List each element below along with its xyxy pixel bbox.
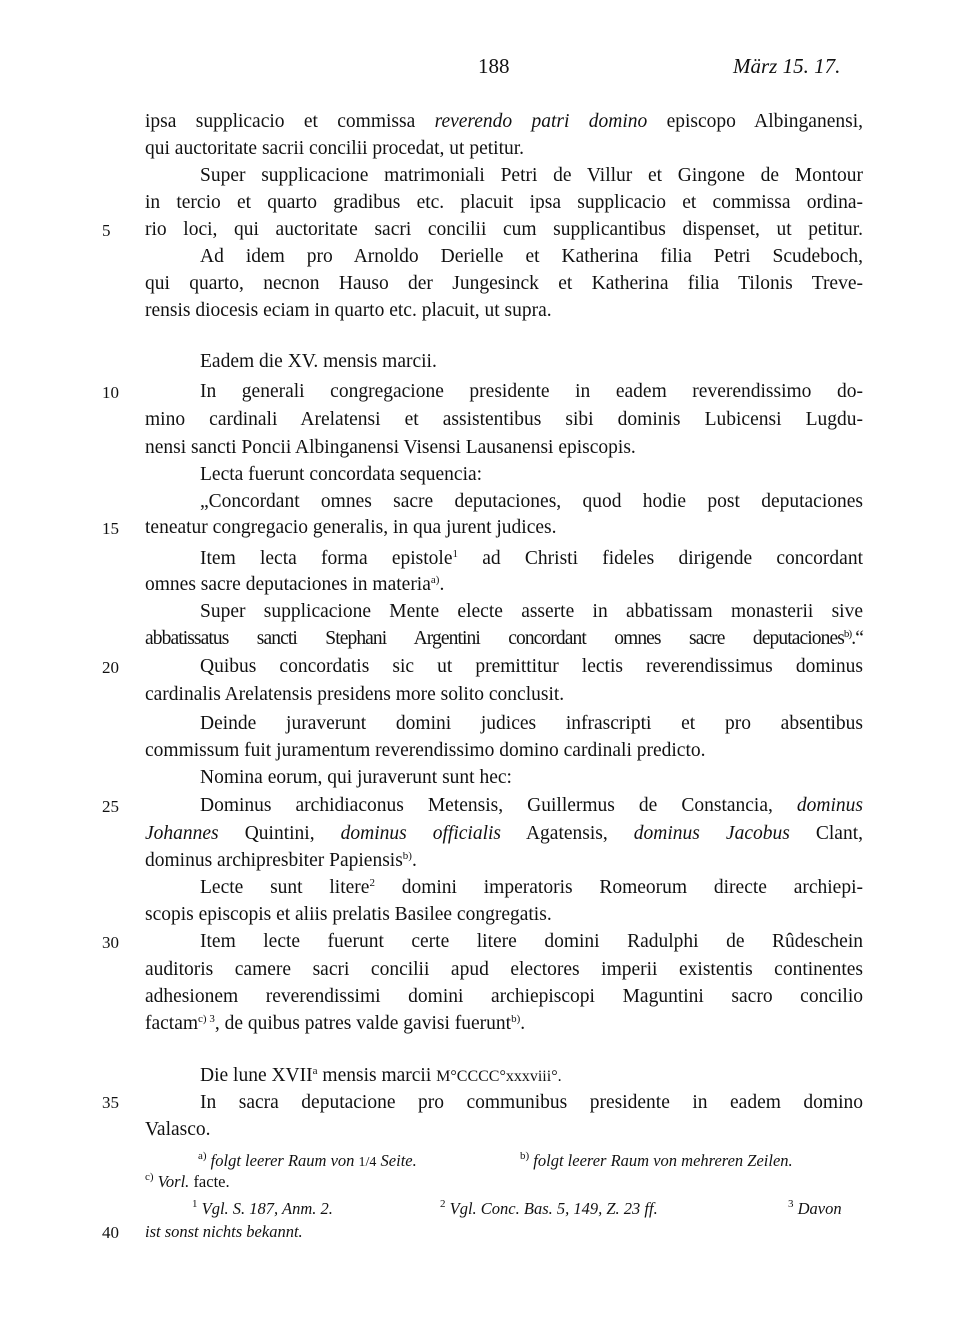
text-line: nensi sancti Poncii Albinganensi Visensi Lausanensi episcopis. bbox=[145, 437, 636, 458]
text-line: commissum fuit juramentum reverendissimo domino cardinali predicto. bbox=[145, 740, 706, 761]
text-line: rio loci, qui auctoritate sacri concilii cum supplicantibus dispenset, ut petitur. bbox=[145, 219, 863, 240]
line-number: 30 bbox=[102, 933, 119, 952]
text-line: rensis diocesis eciam in quarto etc. placuit, ut supra. bbox=[145, 300, 552, 321]
text-line: qui quarto, necnon Hauso der Jungesinck et Katherina filia Tilonis Treve- bbox=[145, 273, 863, 294]
line-number: 10 bbox=[102, 383, 119, 402]
line-number: 40 bbox=[102, 1223, 119, 1242]
text-line: qui auctoritate sacrii concilii procedat, ut petitur. bbox=[145, 138, 525, 159]
text-line: Lecte sunt litere$^2$ domini imperatoris Romeorum directe archiepi- bbox=[200, 877, 863, 898]
text-line: Super supplicacione Mente electe asserte in abbatissam monasterii sive bbox=[200, 601, 863, 622]
text-line: in tercio et quarto gradibus etc. placuit ipsa supplicacio et commissa ordina- bbox=[145, 192, 863, 213]
line-number: 25 bbox=[102, 797, 119, 816]
text-line: teneatur congregacio generalis, in qua jurent judices. bbox=[145, 517, 557, 538]
line-number: 15 bbox=[102, 519, 119, 538]
text-line: Dominus archidiaconus Metensis, Guillermus de Constancia, dominus bbox=[200, 795, 863, 816]
text-line: Item lecta forma epistole$^1$ ad Christi fideles dirigende concordant bbox=[200, 548, 863, 569]
text-line: Eadem die XV. mensis marcii. bbox=[200, 351, 437, 372]
footnote-3-continued: ist sonst nichts bekannt. bbox=[145, 1222, 303, 1241]
text-line: Johannes Quintini, dominus officialis Agatensis, dominus Jacobus Clant, bbox=[145, 823, 863, 844]
footnote-a: $^{a)}$ folgt leerer Raum von 1/4 Seite. bbox=[198, 1150, 417, 1170]
text-line: factam$^{c) 3}$, de quibus patres valde gavisi fuerunt$^{b)}$. bbox=[145, 1013, 526, 1034]
text-line: abbatissatus sancti Stephani Argentini concordant omnes sacre deputaciones$^{b)}$.“ bbox=[145, 628, 863, 649]
page-number: 188 bbox=[478, 54, 510, 78]
line-number: 5 bbox=[102, 221, 111, 240]
text-line: Nomina eorum, qui juraverunt sunt hec: bbox=[200, 767, 512, 788]
footnote-3: $^3$ Davon bbox=[788, 1198, 842, 1218]
footnote-b: $^{b)}$ folgt leerer Raum von mehreren Zeilen. bbox=[520, 1150, 793, 1170]
text-line: auditoris camere sacri concilii apud electores imperii existentis continentes bbox=[145, 959, 863, 980]
text-line: omnes sacre deputaciones in materia$^{a)}$. bbox=[145, 574, 445, 595]
text-line: In generali congregacione presidente in eadem reverendissimo do- bbox=[200, 381, 863, 402]
text-line: Die lune XVII$^a$ mensis marcii M°CCCC°xxxviii°. bbox=[200, 1065, 562, 1086]
footnote-2: $^2$ Vgl. Conc. Bas. 5, 149, Z. 23 ff. bbox=[440, 1198, 658, 1218]
text-line: Deinde juraverunt domini judices infrascripti et pro absentibus bbox=[200, 713, 863, 734]
text-line: adhesionem reverendissimi domini archiepiscopi Maguntini sacro concilio bbox=[145, 986, 863, 1007]
text-line: Item lecte fuerunt certe litere domini Radulphi de Rûdeschein bbox=[200, 931, 863, 952]
text-line: dominus archipresbiter Papiensis$^{b)}$. bbox=[145, 850, 417, 871]
footnote-1: $^1$ Vgl. S. 187, Anm. 2. bbox=[192, 1198, 333, 1218]
text-line: Valasco. bbox=[145, 1119, 211, 1140]
line-number: 20 bbox=[102, 658, 119, 677]
text-line: Ad idem pro Arnoldo Derielle et Katherina filia Petri Scudeboch, bbox=[200, 246, 863, 267]
footnote-c: $^{c)}$ Vorl. facte. bbox=[145, 1171, 230, 1191]
text-line: ipsa supplicacio et commissa reverendo patri domino episcopo Albinganensi, bbox=[145, 111, 863, 132]
text-line: scopis episcopis et aliis prelatis Basilee congregatis. bbox=[145, 904, 552, 925]
date-heading: März 15. 17. bbox=[733, 54, 841, 78]
text-line: Lecta fuerunt concordata sequencia: bbox=[200, 464, 483, 485]
text-line: mino cardinali Arelatensi et assistentibus sibi dominis Lubicensi Lugdu- bbox=[145, 409, 863, 430]
text-line: In sacra deputacione pro communibus presidente in eadem domino bbox=[200, 1092, 863, 1113]
text-line: Quibus concordatis sic ut premittitur lectis reverendissimus dominus bbox=[200, 656, 863, 677]
text-line: „Concordant omnes sacre deputaciones, quod hodie post deputaciones bbox=[200, 491, 863, 512]
line-number: 35 bbox=[102, 1093, 119, 1112]
text-line: Super supplicacione matrimoniali Petri de Villur et Gingone de Montour bbox=[200, 165, 863, 186]
text-line: cardinalis Arelatensis presidens more solito conclusit. bbox=[145, 684, 565, 705]
